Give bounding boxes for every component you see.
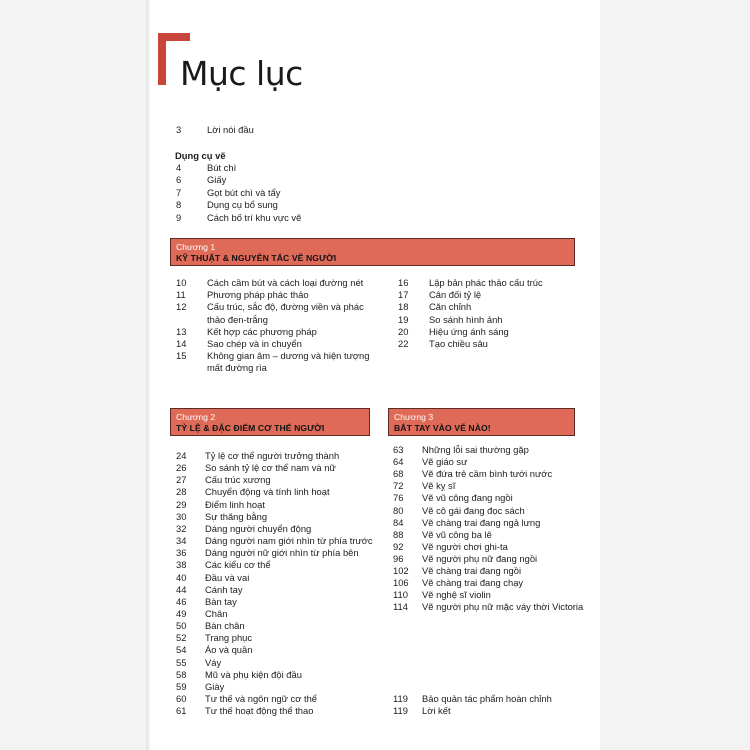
toc-page-number: 28 xyxy=(176,486,187,498)
toc-entry-title: Lập bản phác thảo cấu trúc xyxy=(429,277,543,288)
toc-page-number: 119 xyxy=(393,693,408,704)
toc-page-number: 58 xyxy=(176,668,187,680)
toc-page-number: 7 xyxy=(176,186,182,198)
chapter1-header: Chương 1 KỸ THUẬT & NGUYÊN TẮC VẼ NGƯỜI xyxy=(170,238,575,266)
toc-entry-title: Bảo quản tác phẩm hoàn chỉnh xyxy=(422,693,552,704)
toc-entry-title: Bút chì xyxy=(207,162,237,173)
toc-page-number: 6 xyxy=(176,174,182,186)
toc-page-number: 119 xyxy=(393,705,408,717)
toc-entry-title: Vẽ người chơi ghi-ta xyxy=(422,540,508,552)
toc-page-number: 50 xyxy=(176,620,187,632)
toc-page-number: 10 xyxy=(176,277,187,288)
toc-entry-title: Vẽ người phụ nữ mặc váy thời Victoria xyxy=(422,601,584,613)
toc-page-number: 34 xyxy=(176,535,187,547)
toc-entry-title: Vẽ vũ công đang ngồi xyxy=(422,492,513,504)
toc-entry-title: So sánh tỷ lệ cơ thể nam và nữ xyxy=(205,462,336,474)
toc-entry-title: Vẽ giáo sư xyxy=(422,456,468,468)
toc-page-number: 59 xyxy=(176,680,187,692)
toc-entry-title: Tư thế và ngôn ngữ cơ thể xyxy=(205,693,317,704)
toc-page-number: 80 xyxy=(393,504,404,516)
toc-page-number: 27 xyxy=(176,474,187,486)
toc-page-number: 17 xyxy=(398,289,409,301)
toc-page-number: 60 xyxy=(176,693,187,704)
toc-entry-title: Giày xyxy=(205,680,225,692)
toc-page-number: 52 xyxy=(176,632,187,644)
toc-entry-title: Vẽ kỵ sĩ xyxy=(422,480,456,492)
toc-page-number: 55 xyxy=(176,656,187,668)
toc-entry-title: Bàn tay xyxy=(205,595,237,607)
toc-entry-title: Vẽ chàng trai đang chạy xyxy=(422,577,524,589)
toc-entry-title: Trang phục xyxy=(205,632,253,644)
toc-page-number: 61 xyxy=(176,705,187,717)
toc-page-number: 106 xyxy=(393,577,409,589)
toc-entry-title: Dáng người chuyển động xyxy=(205,522,312,534)
toc-entry-title: Kết hợp các phương pháp xyxy=(207,325,317,337)
toc-page-number: 64 xyxy=(393,456,404,468)
toc-entry-title: Gọt bút chì và tẩy xyxy=(207,186,281,198)
section-label-tools: Dụng cụ vẽ xyxy=(175,150,226,161)
toc-entry-title: Vẽ đứa trẻ cầm bình tưới nước xyxy=(422,468,553,480)
toc-page-number: 30 xyxy=(176,510,187,522)
toc-page-number: 92 xyxy=(393,540,404,552)
toc-entry-title: Đầu và vai xyxy=(205,571,250,583)
toc-entry-title: Phương pháp phác thảo xyxy=(207,289,309,301)
toc-page-number: 9 xyxy=(176,211,182,223)
toc-entry-title: Mũ và phụ kiện đội đầu xyxy=(205,668,302,680)
toc-page-number: 19 xyxy=(398,313,409,325)
toc-page-number: 38 xyxy=(176,559,187,571)
chapter3-header: Chương 3 BẮT TAY VÀO VẼ NÀO! xyxy=(388,408,575,436)
toc-entry-title: Cách bố trí khu vực vẽ xyxy=(207,211,302,223)
toc-entry-title: Dáng người nam giới nhìn từ phía trước xyxy=(205,535,373,547)
toc-page-number: 63 xyxy=(393,444,404,455)
toc-page-number: 24 xyxy=(176,450,187,461)
toc-page-number: 76 xyxy=(393,492,404,504)
toc-page-number: 84 xyxy=(393,516,404,528)
toc-entry-title: Vẽ chàng trai đang ngả lưng xyxy=(422,516,541,528)
toc-page-number: 14 xyxy=(176,338,187,349)
toc-page-number: 49 xyxy=(176,607,187,619)
toc-page-number: 54 xyxy=(176,644,187,656)
toc-page-number: 102 xyxy=(393,565,409,576)
toc-entry-title: So sánh hình ảnh xyxy=(429,313,503,325)
toc-entry-title: Những lỗi sai thường gặp xyxy=(422,444,529,455)
toc-page-number: 32 xyxy=(176,522,187,534)
page-title: Mục lục xyxy=(180,54,303,93)
toc-page-number: 29 xyxy=(176,498,187,510)
toc-page-number: 11 xyxy=(176,289,186,301)
toc-entry-title-continued: thảo đen-trắng xyxy=(207,313,268,325)
toc-entry-title: Bàn chân xyxy=(205,620,245,632)
toc-page-number: 44 xyxy=(176,583,187,595)
toc-entry-title: Giấy xyxy=(207,174,227,186)
toc-page-number: 46 xyxy=(176,595,187,607)
toc-entry-title: Áo và quần xyxy=(205,644,253,656)
toc-page-number: 22 xyxy=(398,338,409,349)
toc-page-number: 18 xyxy=(398,301,409,313)
toc-entry-title: Váy xyxy=(205,656,222,668)
toc-entry-title-continued: mất đường rìa xyxy=(207,362,267,374)
toc-entry-title: Cân đối tỷ lệ xyxy=(429,289,482,301)
toc-page-number: 110 xyxy=(393,589,408,601)
toc-entry-title: Vẽ cô gái đang đọc sách xyxy=(422,504,525,516)
chapter2-header: Chương 2 TỶ LỆ & ĐẶC ĐIỂM CƠ THỂ NGƯỜI xyxy=(170,408,370,436)
toc-entry-title: Cánh tay xyxy=(205,583,243,595)
toc-page-number: 13 xyxy=(176,325,187,337)
toc-page-number: 20 xyxy=(398,325,409,337)
toc-page-number: 12 xyxy=(176,301,187,313)
toc-page-number: 96 xyxy=(393,552,404,564)
toc-page-number: 36 xyxy=(176,547,187,559)
toc-page-number: 88 xyxy=(393,528,404,540)
toc-entry-title: Điểm linh hoạt xyxy=(205,498,265,510)
toc-entry-title: Cấu trúc, sắc độ, đường viền và phác xyxy=(207,301,364,313)
toc-page-number: 68 xyxy=(393,468,404,480)
toc-entry-title: Các kiểu cơ thể xyxy=(205,559,271,571)
toc-page-number: 72 xyxy=(393,480,404,492)
toc-entry-title: Cấu trúc xương xyxy=(205,474,271,486)
toc-entry-title: Dụng cụ bổ sung xyxy=(207,199,278,211)
toc-entry-title: Tư thế hoạt động thể thao xyxy=(205,705,314,717)
toc-entry-title: Sao chép và in chuyển xyxy=(207,338,302,349)
toc-page-number: 40 xyxy=(176,571,187,583)
toc-entry-title: Sự thăng bằng xyxy=(205,510,268,522)
toc-page-number: 114 xyxy=(393,601,408,613)
toc-entry-title: Vẽ người phụ nữ đang ngồi xyxy=(422,552,538,564)
toc-entry-title: Lời kết xyxy=(422,705,451,717)
toc-entry-title: Chân xyxy=(205,607,228,619)
toc-entry-title: Không gian âm – dương và hiện tượng xyxy=(207,350,370,362)
toc-entry-title: Tỷ lệ cơ thể người trưởng thành xyxy=(205,450,340,461)
toc-entry-title: Dáng người nữ giới nhìn từ phía bên xyxy=(205,547,359,559)
toc-page-number: 15 xyxy=(176,350,187,362)
toc-entry-title: Vẽ nghệ sĩ violin xyxy=(422,589,491,601)
toc-entry-title: Tạo chiều sâu xyxy=(429,338,488,349)
toc-entry-title: Chuyển động và tính linh hoạt xyxy=(205,486,330,498)
toc-page-number: 26 xyxy=(176,462,187,474)
toc-entry-title: Vẽ chàng trai đang ngồi xyxy=(422,565,522,576)
toc-entry-title: Hiệu ứng ánh sáng xyxy=(429,325,509,337)
toc-page-number: 4 xyxy=(176,162,182,173)
toc-entry-title: Căn chỉnh xyxy=(429,301,472,313)
toc-entry-title: Cách cầm bút và cách loại đường nét xyxy=(207,277,364,288)
toc-page-number: 8 xyxy=(176,199,182,211)
toc-page-number: 16 xyxy=(398,277,409,288)
toc-entry-title: Vẽ vũ công ba lê xyxy=(422,528,492,540)
